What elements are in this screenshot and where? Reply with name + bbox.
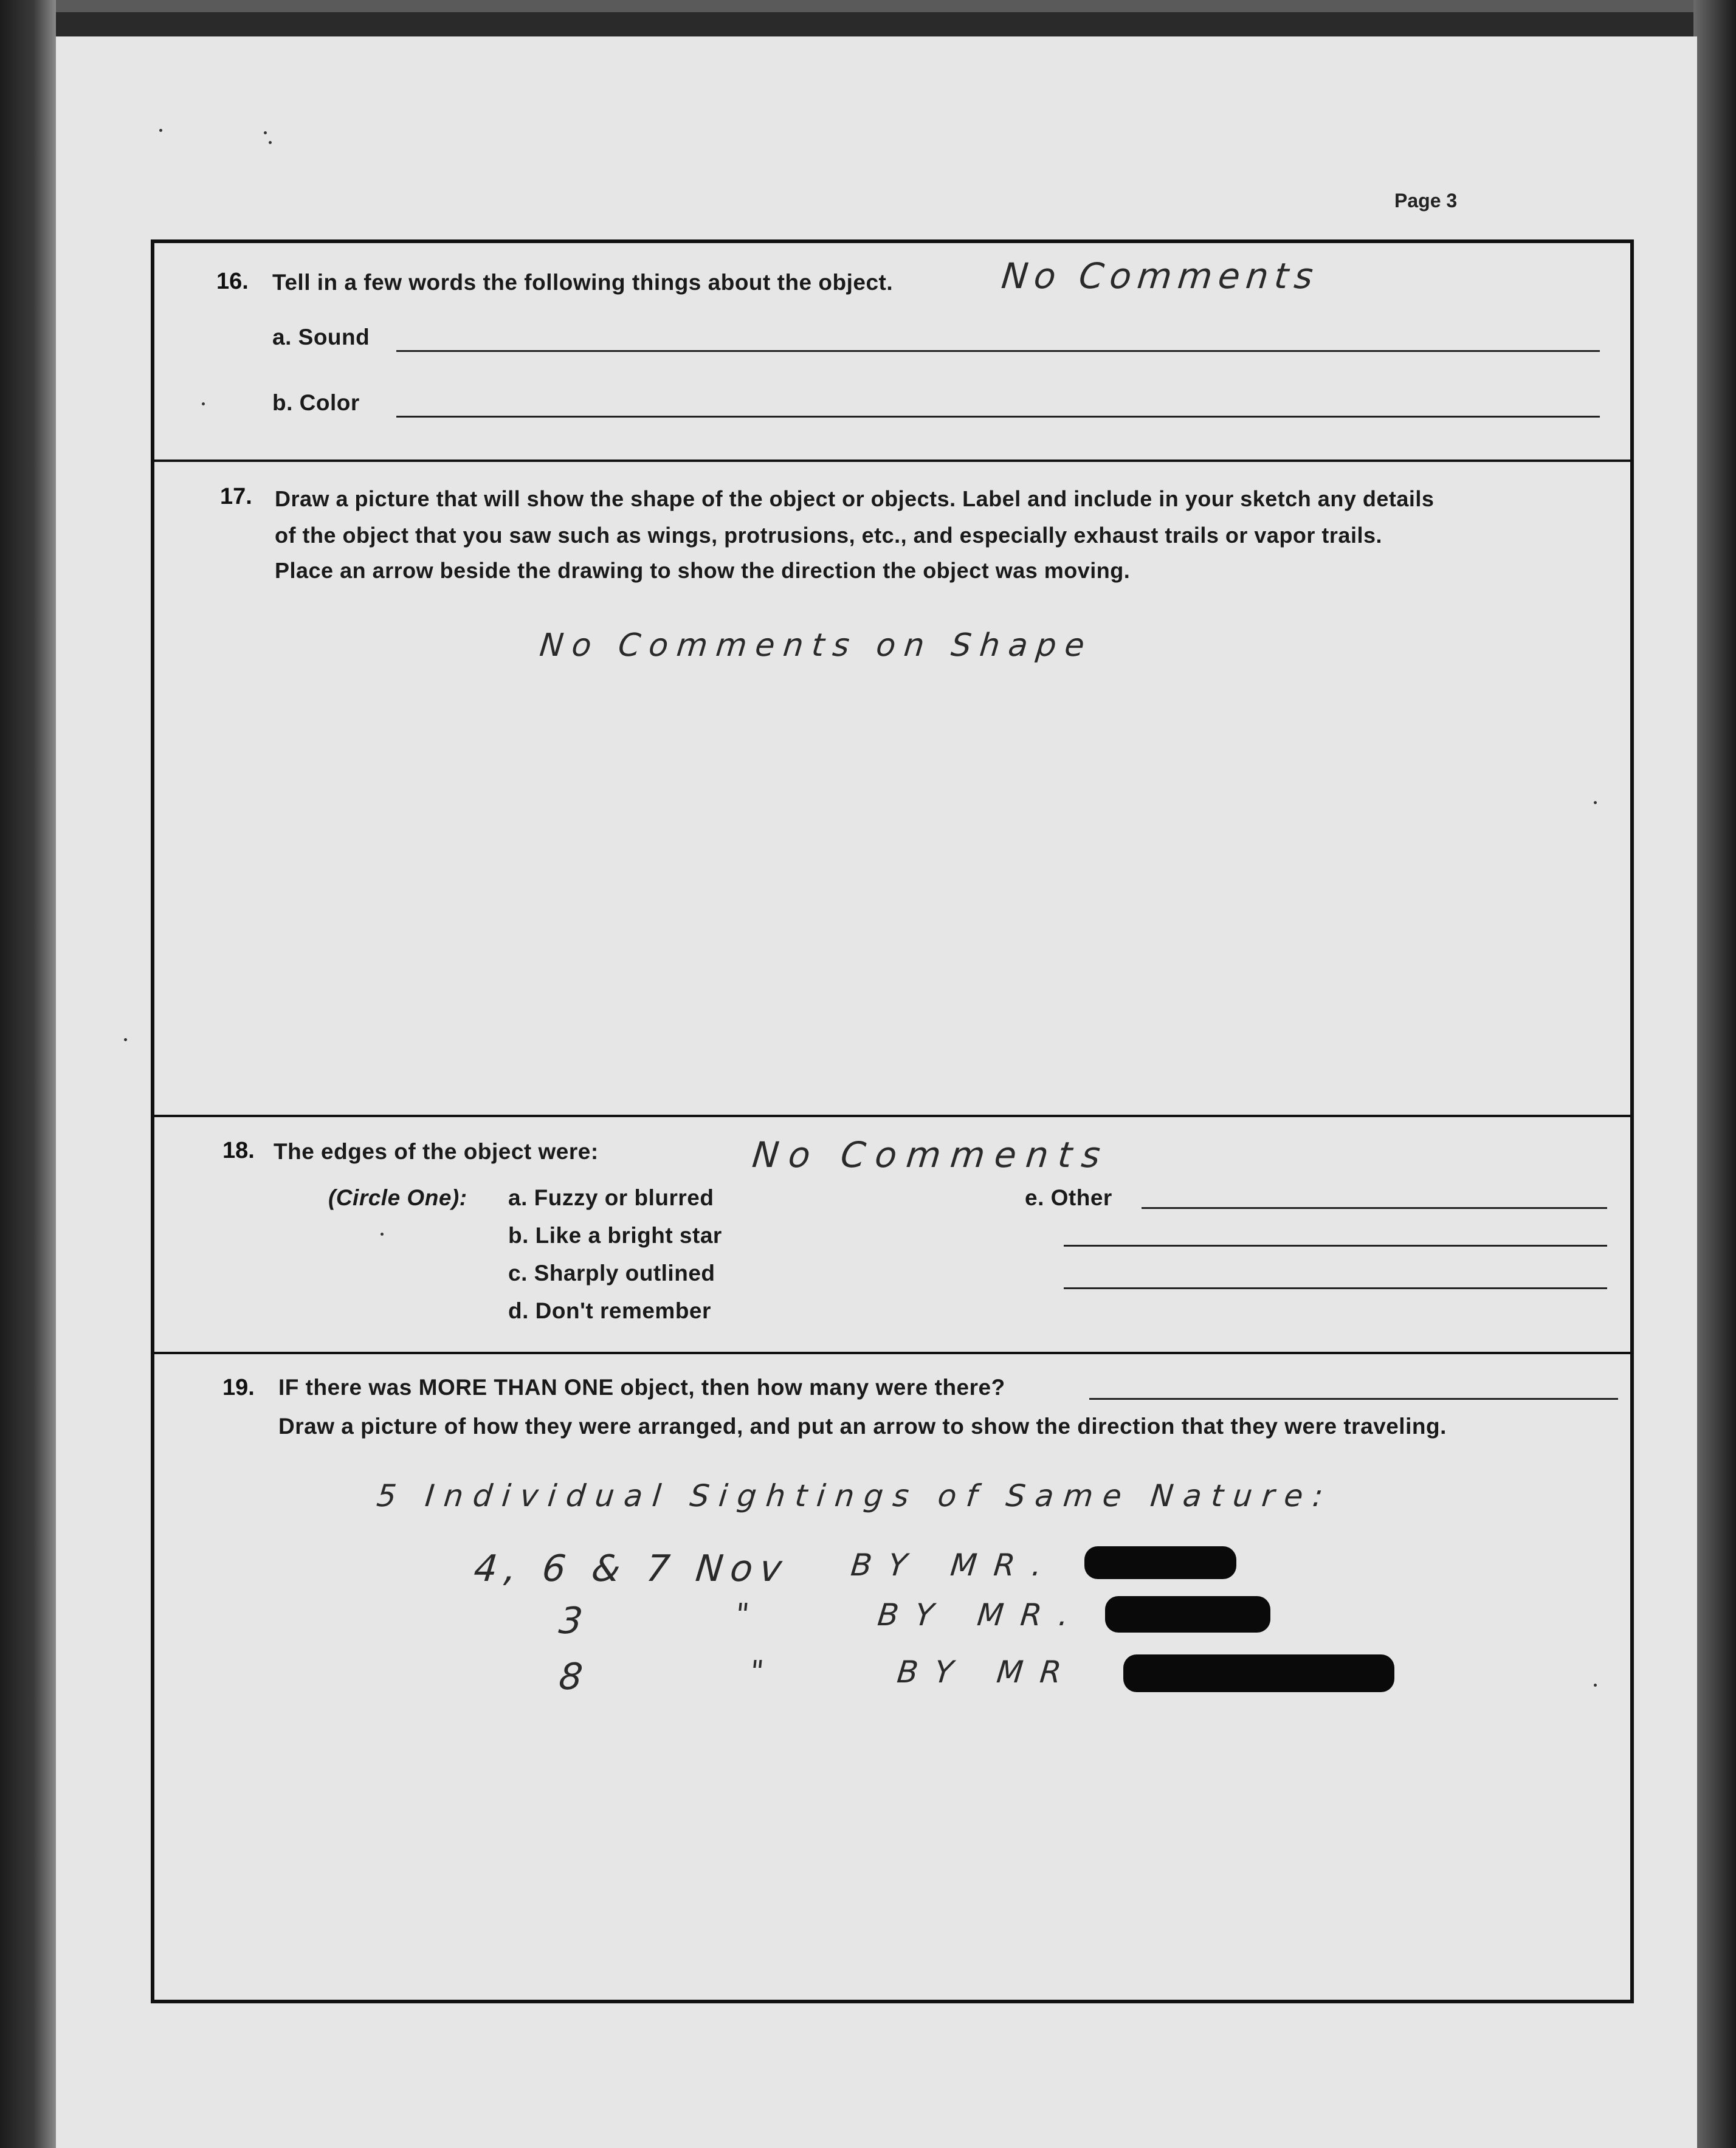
q18-other-blank-2: [1064, 1245, 1607, 1247]
q19-prompt-line1: IF there was MORE THAN ONE object, then how many were there?: [278, 1375, 1005, 1400]
q18-option-d: d. Don't remember: [508, 1298, 711, 1323]
scan-speck: [159, 129, 162, 132]
q19-sighting-3-name-redaction: [1123, 1654, 1394, 1692]
q17-instruction-line2: of the object that you saw such as wings, protrusions, etc., and especially exhaust trails or vapor trails.: [275, 523, 1382, 548]
q19-count-blank: [1089, 1398, 1618, 1400]
q16-prompt: Tell in a few words the following things about the object.: [272, 270, 894, 295]
scan-edge-top: [0, 0, 1736, 12]
q16-sound-label: a. Sound: [272, 325, 370, 349]
scan-speck: [264, 131, 267, 134]
q18-option-b: b. Like a bright star: [508, 1223, 722, 1248]
scan-speck: [269, 141, 272, 144]
q19-sighting-3-by: BY MR: [895, 1654, 1080, 1690]
q19-sighting-3-dates: 8: [557, 1656, 591, 1698]
q16-color-label: b. Color: [272, 390, 360, 415]
q18-prompt: The edges of the object were:: [274, 1139, 599, 1164]
scan-speck: [1594, 1684, 1597, 1687]
section-divider-18-19: [151, 1352, 1634, 1354]
q16-sound-blank: [396, 350, 1600, 352]
q19-sighting-2-name-redaction: [1105, 1596, 1270, 1633]
q18-option-e-other: e. Other: [1025, 1185, 1112, 1210]
q19-handwritten-summary: 5 Individual Sightings of Same Nature:: [374, 1478, 1335, 1513]
q18-handwritten-answer: No Comments: [750, 1134, 1112, 1176]
q18-circle-one-label: (Circle One):: [328, 1185, 467, 1210]
q17-instruction-line1: Draw a picture that will show the shape of the object or objects. Label and include in your sketch any details: [275, 486, 1435, 511]
section-divider-17-18: [151, 1115, 1634, 1117]
page-number: Page 3: [1394, 190, 1458, 212]
scan-speck: [202, 402, 205, 405]
q18-option-c: c. Sharply outlined: [508, 1261, 715, 1286]
q19-sighting-2-by: BY MR.: [875, 1597, 1087, 1633]
q18-other-blank-1: [1142, 1207, 1607, 1209]
q18-number: 18.: [222, 1138, 255, 1163]
scan-speck: [124, 1038, 127, 1041]
q19-number: 19.: [222, 1375, 255, 1400]
q17-handwritten-answer: No Comments on Shape: [537, 627, 1095, 664]
scan-edge-left: [0, 0, 56, 2148]
q19-sighting-1-by: BY MR.: [849, 1547, 1061, 1583]
scan-speck: [381, 1233, 384, 1236]
q19-sighting-1-dates: 4, 6 & 7 Nov: [472, 1547, 791, 1590]
q19-prompt-line2: Draw a picture of how they were arranged, and put an arrow to show the direction that they were traveling.: [278, 1414, 1447, 1439]
q19-sighting-1-name-redaction: [1084, 1546, 1236, 1579]
q16-number: 16.: [216, 269, 249, 294]
q17-instruction-line3: Place an arrow beside the drawing to show the direction the object was moving.: [275, 558, 1131, 583]
q19-sighting-3-ditto: ": [748, 1654, 772, 1688]
q18-option-a: a. Fuzzy or blurred: [508, 1185, 714, 1210]
scan-speck: [1594, 801, 1597, 804]
q19-sighting-2-dates: 3: [557, 1600, 591, 1642]
q16-handwritten-answer: No Comments: [999, 255, 1321, 297]
q18-other-blank-3: [1064, 1287, 1607, 1289]
section-divider-16-17: [151, 460, 1634, 462]
q19-sighting-2-ditto: ": [734, 1597, 757, 1631]
scan-edge-right: [1693, 0, 1736, 2148]
q16-color-blank: [396, 416, 1600, 418]
q17-number: 17.: [220, 484, 252, 509]
